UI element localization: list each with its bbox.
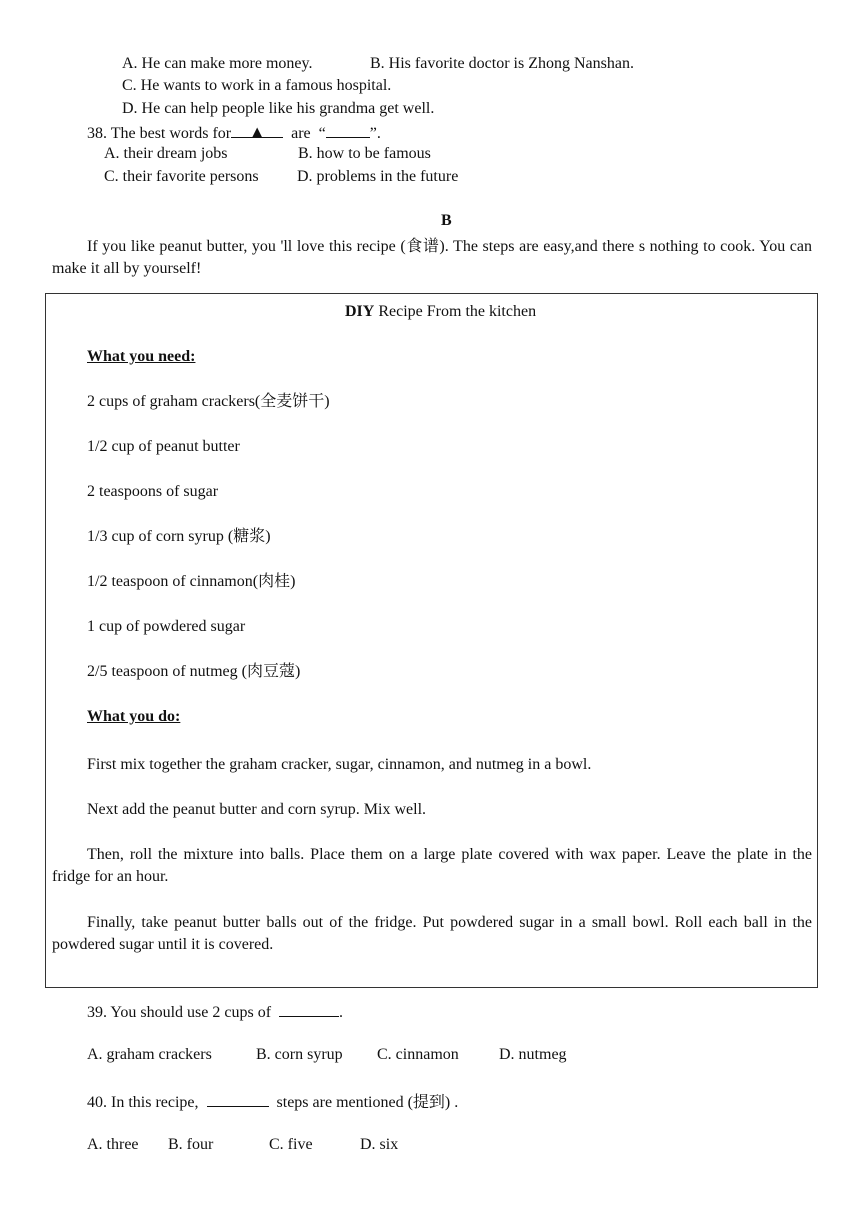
q40-end: steps are mentioned (提到) . bbox=[276, 1094, 459, 1111]
q39-option-b: B. corn syrup bbox=[256, 1046, 343, 1063]
q40-answer-blank bbox=[207, 1092, 269, 1107]
q38-blank-marker bbox=[231, 122, 283, 142]
q40-stem-text: 40. In this recipe, bbox=[87, 1094, 199, 1111]
q37-option-b: B. His favorite doctor is Zhong Nanshan. bbox=[370, 55, 634, 72]
q37-option-a: A. He can make more money. bbox=[122, 55, 313, 72]
ingredient-item: 2 cups of graham crackers(全麦饼干) bbox=[87, 393, 330, 410]
ingredient-item: 1/2 cup of peanut butter bbox=[87, 438, 240, 455]
q38-option-d: D. problems in the future bbox=[297, 168, 459, 185]
q38-stem bbox=[87, 123, 381, 142]
section-heading: B bbox=[441, 212, 452, 229]
q40-option-b: B. four bbox=[168, 1136, 214, 1153]
q40-option-d: D. six bbox=[360, 1136, 399, 1153]
triangle-icon: ▲ bbox=[248, 122, 267, 142]
ingredient-item: 1 cup of powdered sugar bbox=[87, 618, 246, 635]
q37-option-d: D. He can help people like his grandma get well. bbox=[122, 100, 435, 117]
ingredient-item: 2/5 teaspoon of nutmeg (肉豆蔻) bbox=[87, 663, 301, 680]
step-item: Finally, take peanut butter balls out of the fridge. Put powdered sugar in a small bowl. Roll each ball in the powdered sugar until it is covered. bbox=[52, 914, 812, 953]
section-intro: If you like peanut butter, you 'll love this recipe (食谱). The steps are easy,and there s nothing to cook. You can make it all by yourself! bbox=[52, 238, 812, 277]
q39-stem-text: 39. You should use 2 cups of bbox=[87, 1004, 272, 1021]
q38-answer-blank bbox=[326, 123, 370, 138]
q39-option-c: C. cinnamon bbox=[377, 1046, 459, 1063]
ingredient-item: 1/2 teaspoon of cinnamon(肉桂) bbox=[87, 573, 296, 590]
q38-open-quote: “ bbox=[318, 125, 326, 142]
do-heading: What you do: bbox=[87, 708, 181, 725]
q38-option-b: B. how to be famous bbox=[298, 145, 431, 162]
q39-end: . bbox=[339, 1004, 344, 1021]
step-item: First mix together the graham cracker, sugar, cinnamon, and nutmeg in a bowl. bbox=[87, 756, 592, 773]
q39-option-a: A. graham crackers bbox=[87, 1046, 212, 1063]
ingredient-item: 1/3 cup of corn syrup (糖浆) bbox=[87, 528, 271, 545]
q39-stem bbox=[87, 1002, 343, 1021]
q38-option-a: A. their dream jobs bbox=[104, 145, 228, 162]
q40-option-c: C. five bbox=[269, 1136, 313, 1153]
need-heading: What you need: bbox=[87, 348, 196, 365]
recipe-title-diy: DIY bbox=[345, 303, 375, 320]
q38-prefix: 38. The best words for bbox=[87, 125, 232, 142]
q39-option-d: D. nutmeg bbox=[499, 1046, 567, 1063]
recipe-title-rest: Recipe From the kitchen bbox=[374, 303, 537, 320]
step-item: Next add the peanut butter and corn syrup. Mix well. bbox=[87, 801, 427, 818]
q38-are: are bbox=[291, 125, 311, 142]
recipe-title bbox=[345, 304, 536, 320]
q40-stem bbox=[87, 1092, 458, 1111]
q40-option-a: A. three bbox=[87, 1136, 139, 1153]
q37-option-c: C. He wants to work in a famous hospital. bbox=[122, 77, 392, 94]
step-item: Then, roll the mixture into balls. Place them on a large plate covered with wax paper. Leave the plate in the fridge for an hour. bbox=[52, 846, 812, 885]
q38-option-c: C. their favorite persons bbox=[104, 168, 259, 185]
q39-answer-blank bbox=[279, 1002, 339, 1017]
q38-close-quote: ”. bbox=[369, 125, 381, 142]
ingredient-item: 2 teaspoons of sugar bbox=[87, 483, 219, 500]
